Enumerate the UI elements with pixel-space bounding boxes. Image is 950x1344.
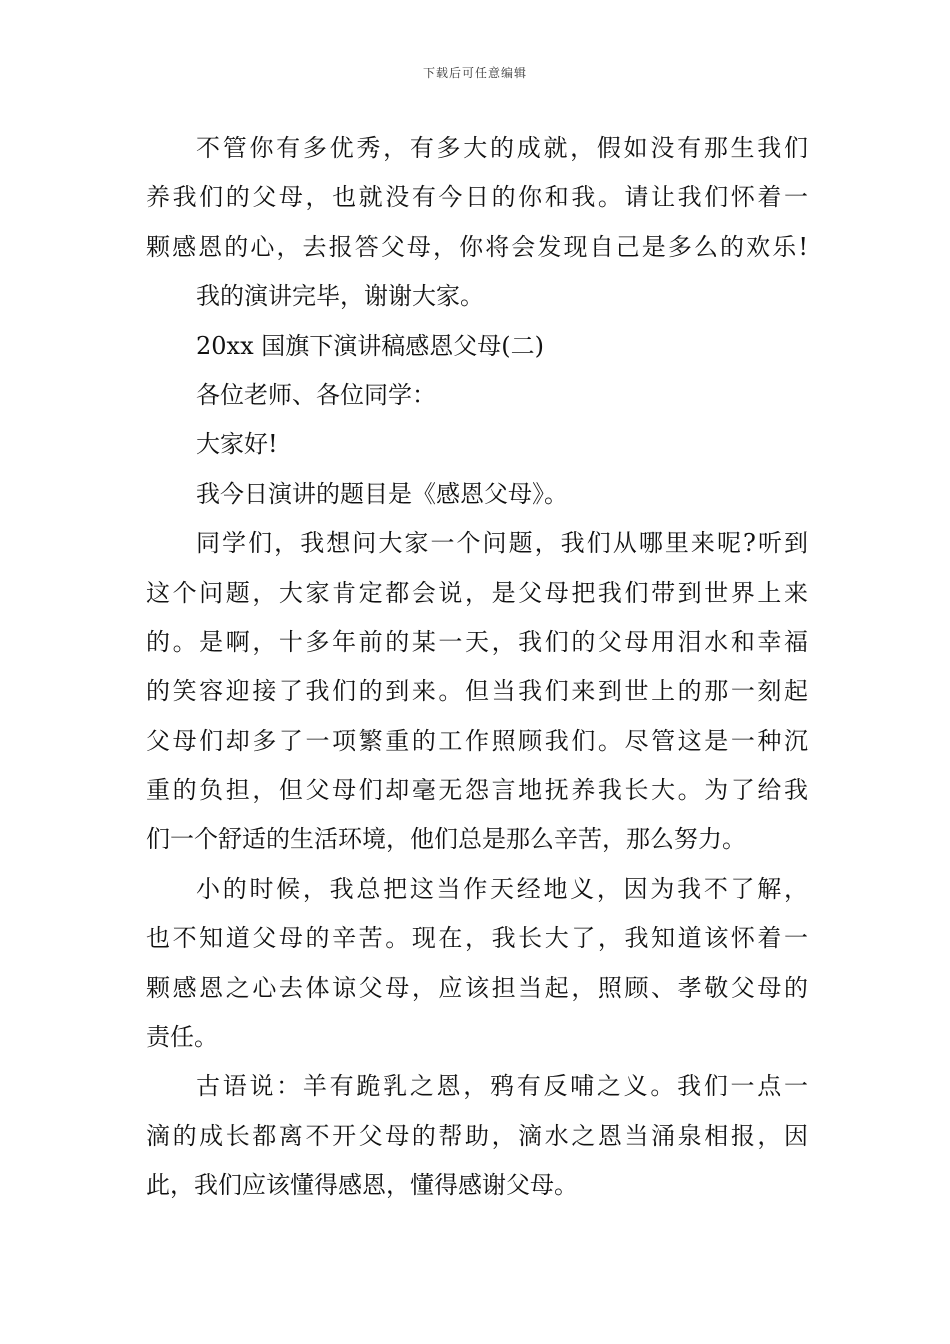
text-line: 养我们的父母，也就没有今日的你和我。请让我们怀着一 [146,183,808,212]
text-line: 的笑容迎接了我们的到来。但当我们来到世上的那一刻起 [146,677,808,706]
salutation: 各位老师、各位同学： [196,380,436,409]
text-line: 父母们却多了一项繁重的工作照顾我们。尽管这是一种沉 [146,726,808,755]
text-line: 责任。 [146,1023,218,1052]
section-title: 20xx 国旗下演讲稿感恩父母(二) [196,331,544,360]
greeting: 大家好! [196,430,278,459]
text-line: 滴的成长都离不开父母的帮助，滴水之恩当涌泉相报，因 [146,1121,808,1150]
text-line: 我今日演讲的题目是《感恩父母》。 [196,479,568,508]
text-line: 颗感恩之心去体谅父母，应该担当起，照顾、孝敬父母的 [146,973,808,1002]
document-body [146,124,808,1211]
text-line: 不管你有多优秀，有多大的成就，假如没有那生我们 [196,134,808,162]
text-line: 也不知道父母的辛苦。现在，我长大了，我知道该怀着一 [146,924,808,953]
text-line: 这个问题，大家肯定都会说，是父母把我们带到世界上来 [146,578,808,607]
text-line: 们一个舒适的生活环境，他们总是那么辛苦，那么努力。 [146,825,746,854]
text-line: 我的演讲完毕，谢谢大家。 [196,282,484,311]
text-line: 颗感恩的心，去报答父母，你将会发现自己是多么的欢乐! [146,232,808,261]
text-line: 此，我们应该懂得感恩，懂得感谢父母。 [146,1171,578,1200]
text-line: 古语说：羊有跪乳之恩，鸦有反哺之义。我们一点一 [196,1072,808,1101]
page-header: 下载后可任意编辑 [422,66,527,80]
text-line: 的。是啊，十多年前的某一天，我们的父母用泪水和幸福 [146,627,808,656]
text-line: 重的负担，但父母们却毫无怨言地抚养我长大。为了给我 [146,776,808,805]
text-line: 同学们，我想问大家一个问题，我们从哪里来呢?听到 [196,529,808,558]
text-line: 小的时候，我总把这当作天经地义，因为我不了解， [196,874,808,903]
